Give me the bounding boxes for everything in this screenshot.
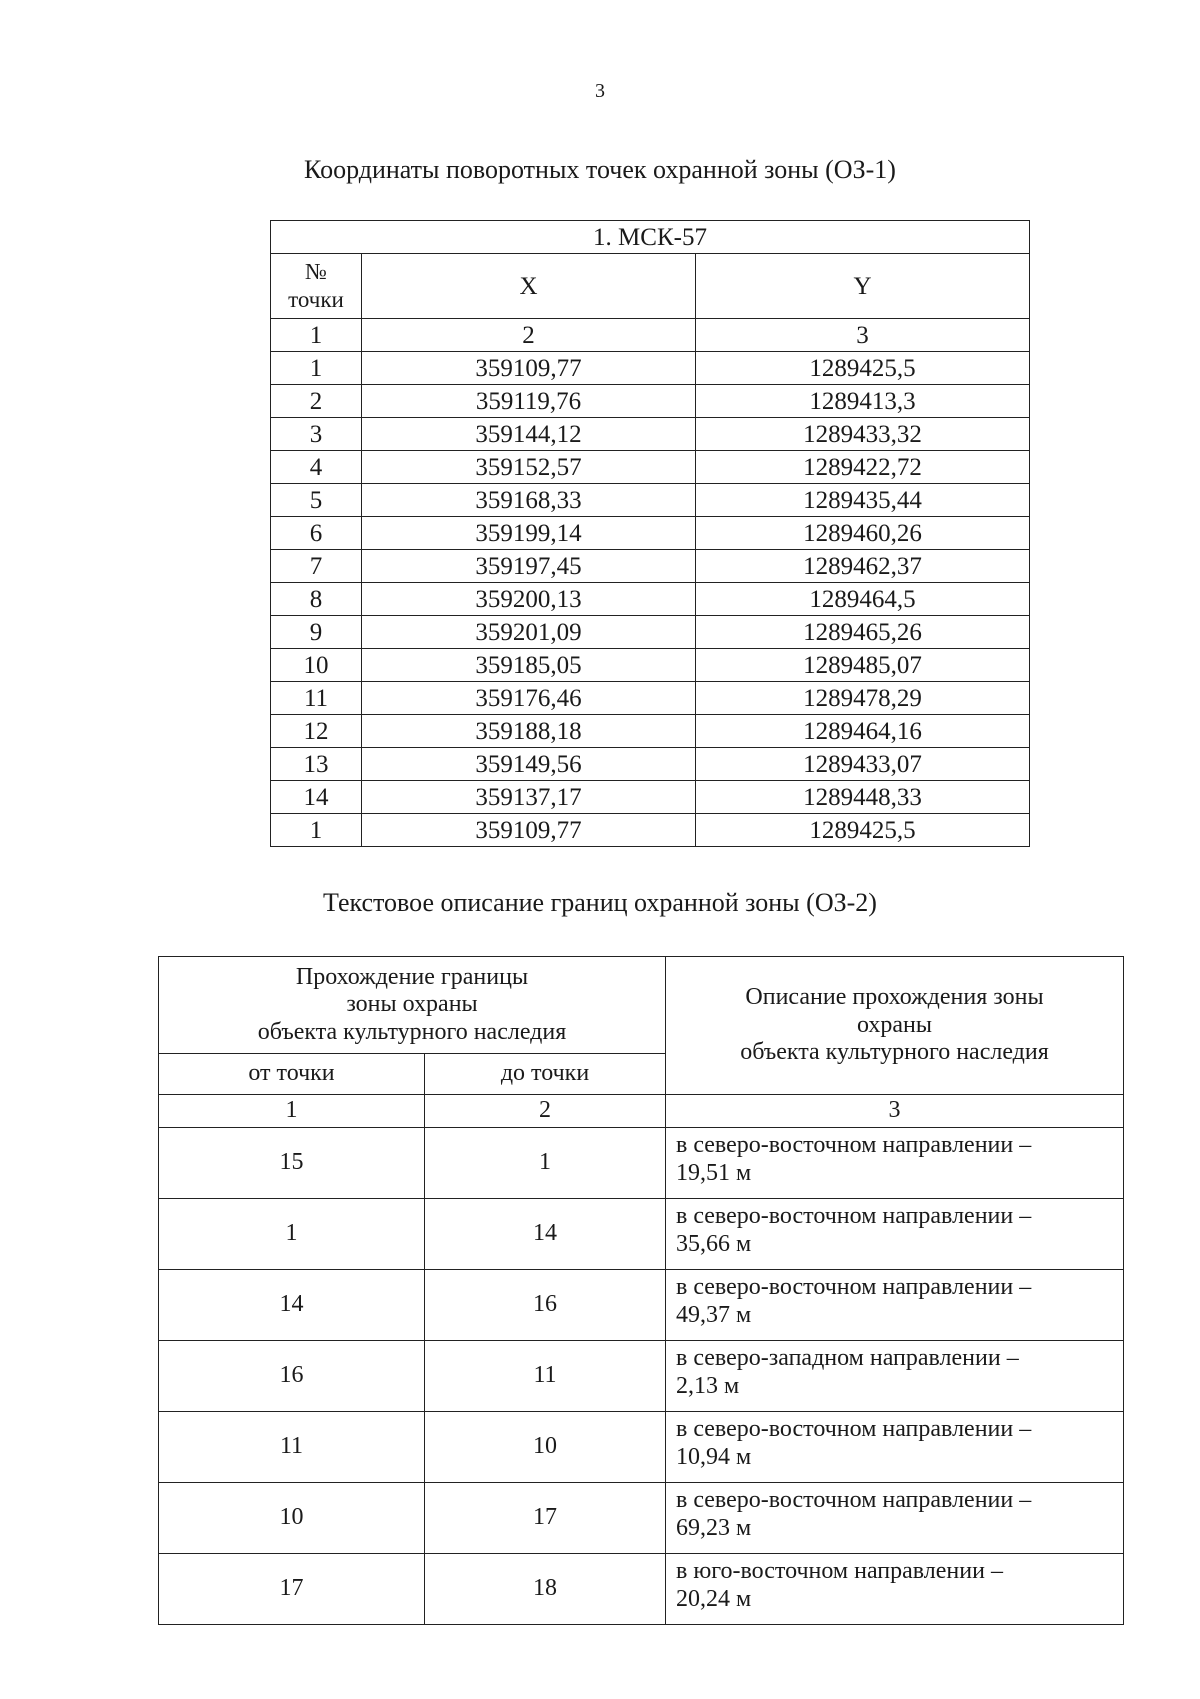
- page-number: 3: [595, 80, 605, 102]
- coords-header-row: [271, 254, 1030, 319]
- x-coordinate-cell: 359109,77: [362, 814, 696, 847]
- coordinate-row: [271, 814, 1030, 847]
- y-coordinate-cell: 1289413,3: [696, 385, 1030, 418]
- from-point-cell: 11: [159, 1412, 425, 1483]
- point-number-cell: 14: [271, 781, 362, 814]
- x-coordinate-cell: 359109,77: [362, 352, 696, 385]
- direction-description-cell: [666, 1412, 1124, 1483]
- point-number-cell: 8: [271, 583, 362, 616]
- point-number-cell: 12: [271, 715, 362, 748]
- x-coordinate-cell: 359200,13: [362, 583, 696, 616]
- direction-description-cell: [666, 1554, 1124, 1625]
- y-coordinate-cell: 1289464,16: [696, 715, 1030, 748]
- column-number: 1: [159, 1095, 425, 1128]
- point-number-cell: 5: [271, 484, 362, 517]
- passage-description-header-line3: объекта культурного наследия: [740, 1039, 1049, 1066]
- coordinate-row: [271, 715, 1030, 748]
- coords-column-numbers-row: [271, 319, 1030, 352]
- coordinate-row: [271, 418, 1030, 451]
- column-number: 2: [362, 319, 696, 352]
- y-coordinate-cell: 1289448,33: [696, 781, 1030, 814]
- direction-text: в северо-западном направлении –: [676, 1345, 1019, 1371]
- direction-description-cell: [666, 1483, 1124, 1554]
- point-number-cell: 3: [271, 418, 362, 451]
- point-number-header-line2: точки: [288, 287, 344, 312]
- coordinate-row: [271, 616, 1030, 649]
- point-number-cell: 4: [271, 451, 362, 484]
- direction-text: в северо-восточном направлении –: [676, 1274, 1032, 1300]
- distance-text: 2,13 м: [676, 1372, 740, 1399]
- y-header: Y: [696, 254, 1030, 319]
- coordinate-row: [271, 484, 1030, 517]
- point-number-header: [271, 254, 362, 319]
- boundary-row: [159, 1412, 1124, 1483]
- boundary-row: [159, 1483, 1124, 1554]
- coordinate-row: [271, 550, 1030, 583]
- to-point-cell: 16: [425, 1270, 666, 1341]
- coordinate-row: [271, 649, 1030, 682]
- y-coordinate-cell: 1289435,44: [696, 484, 1030, 517]
- y-coordinate-cell: 1289433,07: [696, 748, 1030, 781]
- y-coordinate-cell: 1289460,26: [696, 517, 1030, 550]
- passage-description-header-line2: охраны: [856, 1011, 933, 1038]
- point-number-cell: 9: [271, 616, 362, 649]
- coordinate-row: [271, 583, 1030, 616]
- coords-body: [271, 352, 1030, 847]
- passage-description-header: [666, 957, 1124, 1095]
- coordinate-row: [271, 748, 1030, 781]
- desc-column-numbers-row: [159, 1095, 1124, 1128]
- x-coordinate-cell: 359185,05: [362, 649, 696, 682]
- direction-text: в северо-восточном направлении –: [676, 1416, 1032, 1442]
- point-number-cell: 6: [271, 517, 362, 550]
- x-coordinate-cell: 359152,57: [362, 451, 696, 484]
- coords-table-title: Координаты поворотных точек охранной зоны (ОЗ-1): [304, 155, 896, 184]
- direction-description-cell: [666, 1128, 1124, 1199]
- direction-description-cell: [666, 1341, 1124, 1412]
- point-number-cell: 11: [271, 682, 362, 715]
- coordinate-system-label: 1. МСК-57: [271, 221, 1030, 254]
- distance-text: 20,24 м: [676, 1585, 752, 1612]
- y-coordinate-cell: 1289433,32: [696, 418, 1030, 451]
- direction-text: в северо-восточном направлении –: [676, 1487, 1032, 1513]
- distance-text: 10,94 м: [676, 1443, 752, 1470]
- boundary-passage-header-line3: объекта культурного наследия: [257, 1018, 567, 1045]
- column-number: 3: [696, 319, 1030, 352]
- y-coordinate-cell: 1289462,37: [696, 550, 1030, 583]
- y-coordinate-cell: 1289422,72: [696, 451, 1030, 484]
- coordinate-row: [271, 385, 1030, 418]
- to-point-cell: 18: [425, 1554, 666, 1625]
- x-coordinate-cell: 359149,56: [362, 748, 696, 781]
- boundary-row: [159, 1554, 1124, 1625]
- direction-text: в северо-восточном направлении –: [676, 1203, 1032, 1229]
- to-point-cell: 17: [425, 1483, 666, 1554]
- boundary-passage-header-line2: зоны охраны: [346, 991, 478, 1018]
- boundary-row: [159, 1270, 1124, 1341]
- to-point-cell: 11: [425, 1341, 666, 1412]
- coordinate-row: [271, 682, 1030, 715]
- x-coordinate-cell: 359197,45: [362, 550, 696, 583]
- y-coordinate-cell: 1289464,5: [696, 583, 1030, 616]
- from-point-header: от точки: [159, 1054, 425, 1095]
- to-point-cell: 10: [425, 1412, 666, 1483]
- point-number-cell: 1: [271, 352, 362, 385]
- coordinates-table: [270, 220, 1030, 847]
- coordinate-row: [271, 517, 1030, 550]
- distance-text: 49,37 м: [676, 1301, 752, 1328]
- direction-text: в юго-восточном направлении –: [676, 1558, 1003, 1584]
- x-coordinate-cell: 359199,14: [362, 517, 696, 550]
- y-coordinate-cell: 1289425,5: [696, 352, 1030, 385]
- point-number-cell: 13: [271, 748, 362, 781]
- from-point-cell: 10: [159, 1483, 425, 1554]
- distance-text: 19,51 м: [676, 1159, 752, 1186]
- point-number-cell: 10: [271, 649, 362, 682]
- direction-text: в северо-восточном направлении –: [676, 1132, 1032, 1158]
- from-point-cell: 16: [159, 1341, 425, 1412]
- point-number-cell: 7: [271, 550, 362, 583]
- x-coordinate-cell: 359176,46: [362, 682, 696, 715]
- x-coordinate-cell: 359137,17: [362, 781, 696, 814]
- boundary-row: [159, 1128, 1124, 1199]
- x-coordinate-cell: 359168,33: [362, 484, 696, 517]
- description-table-title: Текстовое описание границ охранной зоны (ОЗ-2): [323, 888, 877, 917]
- direction-description-cell: [666, 1199, 1124, 1270]
- distance-text: 69,23 м: [676, 1514, 752, 1541]
- from-point-cell: 17: [159, 1554, 425, 1625]
- y-coordinate-cell: 1289425,5: [696, 814, 1030, 847]
- coordinate-row: [271, 451, 1030, 484]
- column-number: 3: [666, 1095, 1124, 1128]
- x-coordinate-cell: 359188,18: [362, 715, 696, 748]
- from-point-cell: 1: [159, 1199, 425, 1270]
- direction-description-cell: [666, 1270, 1124, 1341]
- x-header: X: [362, 254, 696, 319]
- to-point-header: до точки: [425, 1054, 666, 1095]
- boundary-row: [159, 1199, 1124, 1270]
- point-number-cell: 1: [271, 814, 362, 847]
- point-number-header-line1: №: [305, 259, 327, 284]
- boundary-row: [159, 1341, 1124, 1412]
- boundary-description-table: [158, 956, 1124, 1625]
- coords-system-row: [271, 221, 1030, 254]
- desc-body: [159, 1128, 1124, 1625]
- y-coordinate-cell: 1289478,29: [696, 682, 1030, 715]
- to-point-cell: 14: [425, 1199, 666, 1270]
- y-coordinate-cell: 1289485,07: [696, 649, 1030, 682]
- column-number: 1: [271, 319, 362, 352]
- boundary-passage-header: [159, 957, 666, 1054]
- x-coordinate-cell: 359119,76: [362, 385, 696, 418]
- distance-text: 35,66 м: [676, 1230, 752, 1257]
- column-number: 2: [425, 1095, 666, 1128]
- boundary-passage-header-line1: Прохождение границы: [295, 963, 529, 990]
- desc-header-row-1: [159, 957, 1124, 1054]
- coordinate-row: [271, 781, 1030, 814]
- from-point-cell: 14: [159, 1270, 425, 1341]
- y-coordinate-cell: 1289465,26: [696, 616, 1030, 649]
- x-coordinate-cell: 359144,12: [362, 418, 696, 451]
- from-point-cell: 15: [159, 1128, 425, 1199]
- point-number-cell: 2: [271, 385, 362, 418]
- to-point-cell: 1: [425, 1128, 666, 1199]
- x-coordinate-cell: 359201,09: [362, 616, 696, 649]
- coordinate-row: [271, 352, 1030, 385]
- passage-description-header-line1: Описание прохождения зоны: [745, 984, 1044, 1011]
